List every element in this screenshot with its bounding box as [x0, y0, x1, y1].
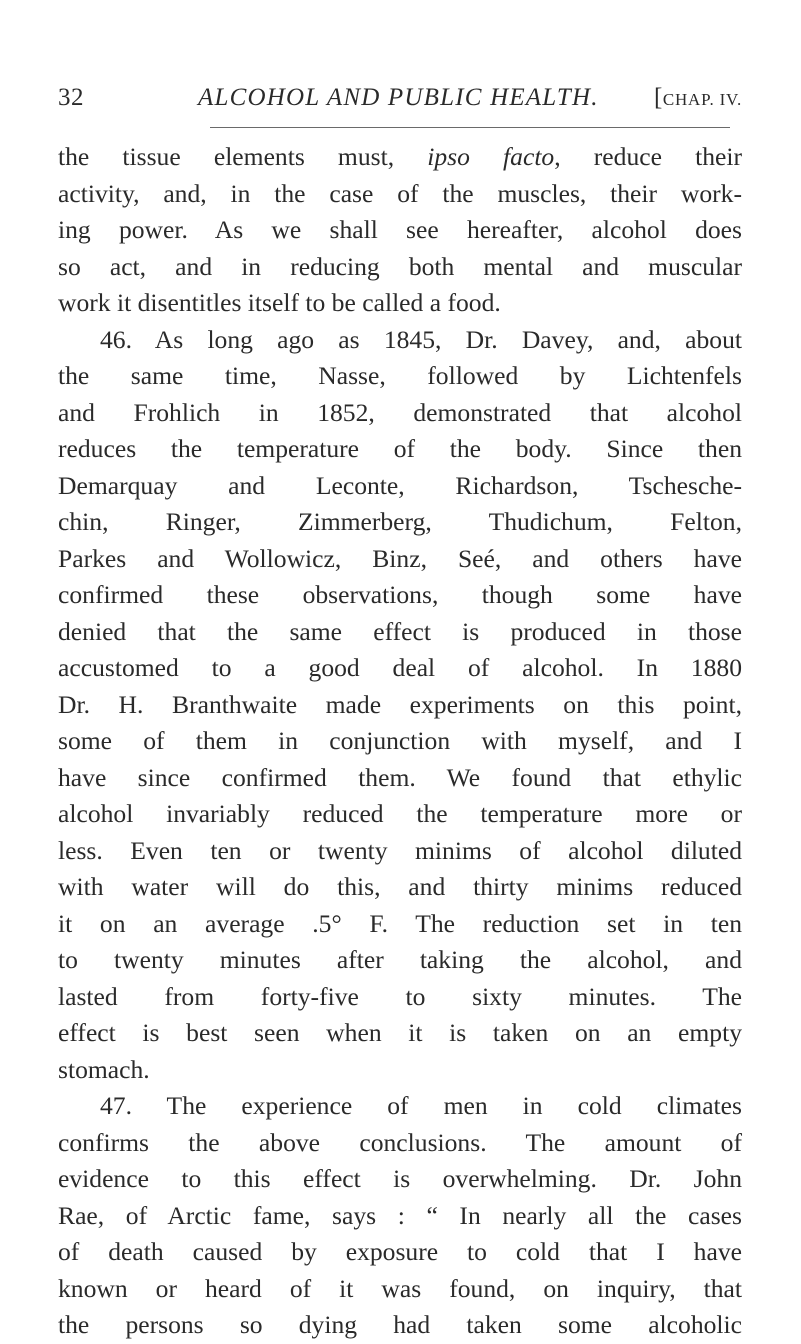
paragraph-start-line: 47. The experience of men in cold climates	[100, 1091, 742, 1120]
text-segment: , reduce their	[554, 142, 742, 171]
page-number: 32	[58, 84, 84, 111]
text-line: chin, Ringer, Zimmerberg, Thudichum, Felton,	[58, 507, 742, 536]
text-segment: the tissue elements must,	[58, 142, 428, 171]
chapter-bracket: [	[654, 84, 663, 111]
text-line: some of them in conjunction with myself, and I	[58, 726, 742, 755]
chapter-reference	[654, 84, 742, 112]
text-line: Demarquay and Leconte, Richardson, Tschesche-	[58, 470, 742, 500]
text-line: denied that the same effect is produced in those	[58, 616, 742, 646]
body-text	[58, 139, 742, 1344]
text-line: it on an average .5° F. The reduction set in ten	[58, 908, 742, 938]
text-line: with water will do this, and thirty minims reduced	[58, 872, 742, 901]
text-line: the persons so dying had taken some alcoholic	[58, 1310, 742, 1339]
text-line: and Frohlich in 1852, demonstrated that alcohol	[58, 397, 742, 427]
text-line: evidence to this effect is overwhelming. Dr. John	[58, 1164, 742, 1193]
text-line	[58, 139, 742, 176]
text-line: Rae, of Arctic fame, says : “ In nearly all the cases	[58, 1200, 742, 1230]
text-line: activity, and, in the case of the muscles, their work-	[58, 178, 742, 208]
text-line: stomach.	[58, 1054, 150, 1084]
text-line: of death caused by exposure to cold that I have	[58, 1237, 742, 1266]
text-line: Parkes and Wollowicz, Binz, Seé, and others have	[58, 543, 742, 573]
header-rule	[210, 127, 730, 128]
text-line: less. Even ten or twenty minims of alcohol diluted	[58, 835, 742, 865]
text-line: to twenty minutes after taking the alcohol, and	[58, 945, 742, 974]
text-line: confirmed these observations, though some have	[58, 580, 742, 609]
italic-phrase: ipso facto	[427, 142, 555, 171]
text-line: work it disentitles itself to be called a food.	[58, 288, 501, 317]
text-line: have since confirmed them. We found that ethylic	[58, 762, 742, 792]
text-line: effect is best seen when it is taken on an empty	[58, 1018, 742, 1047]
text-line: so act, and in reducing both mental and muscular	[58, 251, 742, 281]
paragraph-start-line: 46. As long ago as 1845, Dr. Davey, and, about	[100, 324, 742, 354]
text-line: the same time, Nasse, followed by Lichtenfels	[58, 361, 742, 390]
running-title: ALCOHOL AND PUBLIC HEALTH.	[198, 84, 599, 111]
running-head	[58, 84, 742, 118]
text-line: confirms the above conclusions. The amount of	[58, 1127, 742, 1157]
chapter-label: CHAP. IV.	[662, 90, 742, 109]
text-line: alcohol invariably reduced the temperature more or	[58, 799, 742, 828]
text-line: reduces the temperature of the body. Since then	[58, 434, 742, 463]
text-line: Dr. H. Branthwaite made experiments on this point,	[58, 689, 742, 719]
text-line: accustomed to a good deal of alcohol. In 1880	[58, 653, 742, 682]
text-line: ing power. As we shall see hereafter, alcohol does	[58, 215, 742, 244]
text-line: lasted from forty-five to sixty minutes. The	[58, 981, 742, 1011]
text-line: known or heard of it was found, on inquiry, that	[58, 1273, 742, 1303]
